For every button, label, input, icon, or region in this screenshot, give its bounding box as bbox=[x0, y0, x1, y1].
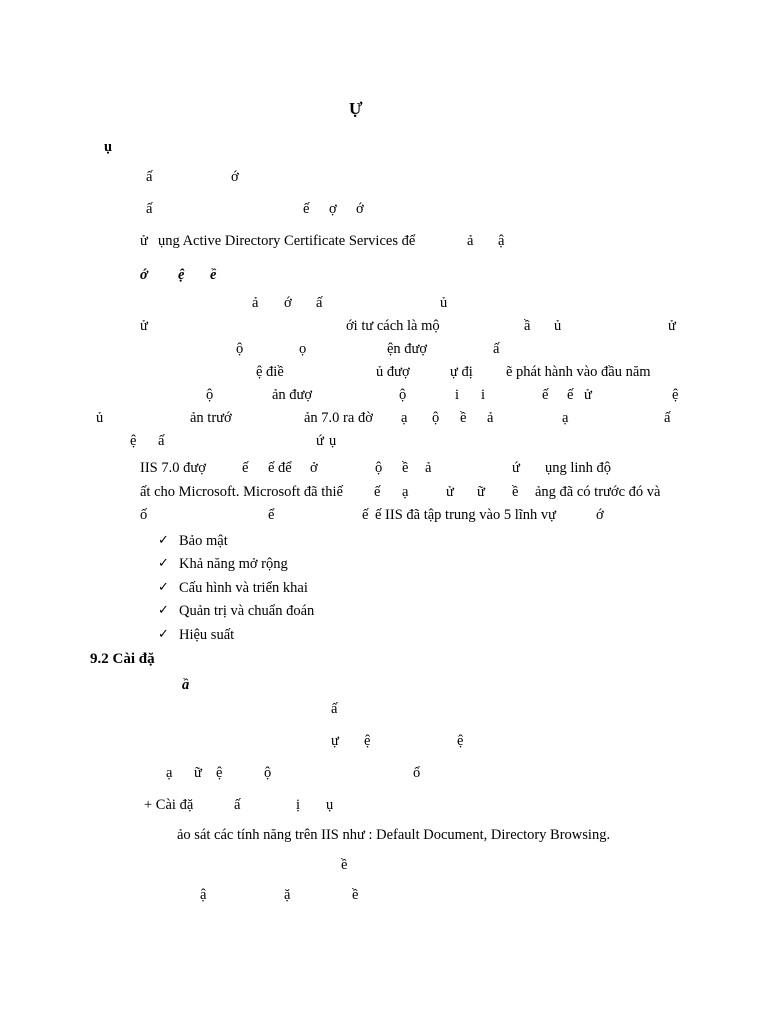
list-item-label: Cấu hình và triển khai bbox=[179, 579, 308, 596]
text-fragment: + Cài đặ bbox=[144, 797, 194, 813]
text-fragment: ế bbox=[303, 201, 310, 217]
text-fragment: ế IIS đã tập trung vào 5 lĩnh vự bbox=[375, 507, 557, 523]
text-fragment: ản trướ bbox=[190, 410, 232, 426]
text-fragment: ả bbox=[467, 233, 474, 249]
page-title: Ự bbox=[349, 99, 363, 118]
text-fragment: ế bbox=[242, 460, 249, 476]
list-item-label: Hiệu suất bbox=[179, 626, 235, 643]
text-fragment: ấ bbox=[493, 341, 500, 357]
text-fragment: ộ bbox=[399, 387, 407, 403]
text-fragment: ử bbox=[668, 318, 676, 334]
checkmark-icon: ✓ bbox=[158, 533, 169, 548]
text-fragment: ề bbox=[512, 484, 519, 500]
text-fragment: ử bbox=[446, 484, 454, 500]
text-fragment: ấ bbox=[664, 410, 671, 426]
list-item bbox=[158, 579, 314, 602]
text-fragment: ử bbox=[140, 233, 148, 249]
checkmark-icon: ✓ bbox=[158, 626, 169, 642]
text-fragment: ệ bbox=[672, 387, 679, 403]
text-fragment: ớ bbox=[140, 267, 148, 283]
text-fragment: ủ bbox=[96, 410, 104, 426]
text-fragment: ứ bbox=[316, 433, 324, 449]
checkmark-icon: ✓ bbox=[158, 579, 169, 595]
text-fragment: ạ bbox=[166, 765, 173, 781]
checkmark-icon: ✓ bbox=[158, 556, 169, 572]
text-fragment: ệ bbox=[457, 733, 464, 749]
text-fragment: ợ bbox=[329, 201, 337, 217]
text-fragment: ữ bbox=[194, 765, 202, 781]
text-fragment: ủ bbox=[554, 318, 562, 334]
text-fragment: ạ bbox=[401, 410, 408, 426]
text-fragment: ệ bbox=[364, 733, 371, 749]
text-fragment: ử bbox=[584, 387, 592, 403]
text-fragment: ảng đã có trước đó và bbox=[535, 484, 661, 500]
list-item bbox=[158, 555, 314, 578]
text-fragment: ề bbox=[460, 410, 467, 426]
text-fragment: ệ bbox=[178, 267, 185, 283]
text-fragment: ủ bbox=[440, 295, 448, 311]
list-item bbox=[158, 602, 314, 625]
text-fragment: ụ bbox=[326, 797, 334, 813]
text-fragment: ất cho Microsoft. Microsoft đã thiế bbox=[140, 484, 343, 500]
text-fragment: ệ điề bbox=[256, 364, 284, 380]
text-fragment: ả bbox=[425, 460, 432, 476]
text-fragment: ới tư cách là mộ bbox=[346, 318, 440, 334]
section-heading: 9.2 Cài đặ bbox=[90, 651, 155, 667]
text-fragment: ộ bbox=[375, 460, 383, 476]
text-fragment: ả bbox=[487, 410, 494, 426]
text-fragment: ế để bbox=[268, 460, 292, 476]
text-fragment: ầ bbox=[182, 677, 190, 693]
text-fragment: ấ bbox=[146, 169, 153, 185]
checkmark-icon: ✓ bbox=[158, 603, 169, 619]
text-fragment: ệ bbox=[216, 765, 223, 781]
text-fragment: ộ bbox=[264, 765, 272, 781]
text-fragment: ản đượ bbox=[272, 387, 313, 403]
list-item bbox=[158, 532, 314, 555]
text-fragment: ế bbox=[362, 507, 369, 523]
text-fragment: ộ bbox=[432, 410, 440, 426]
text-fragment: ấ bbox=[158, 433, 165, 449]
text-fragment: ậ bbox=[200, 887, 207, 903]
text-fragment: ọ bbox=[299, 341, 307, 357]
text-fragment: ảo sát các tính năng trên IIS như : Default Document, Directory Browsing. bbox=[177, 827, 611, 843]
text-fragment: ề bbox=[402, 460, 409, 476]
text-fragment: ế bbox=[542, 387, 549, 403]
list-item bbox=[158, 626, 314, 649]
text-fragment: ề bbox=[341, 857, 348, 873]
text-fragment: ấ bbox=[234, 797, 241, 813]
text-fragment: ở bbox=[310, 460, 318, 476]
text-fragment: ấ bbox=[146, 201, 153, 217]
text-fragment: ộ bbox=[206, 387, 214, 403]
text-fragment: ản 7.0 ra đờ bbox=[304, 410, 373, 426]
text-fragment: ấ bbox=[331, 701, 338, 717]
text-fragment: ề bbox=[352, 887, 359, 903]
text-fragment: ứ bbox=[512, 460, 520, 476]
text-fragment: ạ bbox=[562, 410, 569, 426]
text-fragment: ấ bbox=[316, 295, 323, 311]
text-fragment: ị bbox=[296, 797, 301, 813]
text-fragment: ề bbox=[210, 267, 217, 283]
text-fragment: ộ bbox=[236, 341, 244, 357]
text-fragment: ụng linh độ bbox=[545, 460, 612, 476]
text-fragment: ụng Active Directory Certificate Services để bbox=[158, 233, 416, 249]
text-fragment: ện đượ bbox=[387, 341, 428, 357]
text-fragment: ạ bbox=[402, 484, 409, 500]
text-fragment: ớ bbox=[284, 295, 292, 311]
text-fragment: ẽ phát hành vào đầu năm bbox=[506, 364, 651, 380]
list-item-label: Khả năng mở rộng bbox=[179, 556, 288, 573]
text-fragment: ự bbox=[331, 733, 339, 749]
list-item-label: Quản trị và chuẩn đoán bbox=[179, 603, 315, 620]
text-fragment: ử bbox=[140, 318, 148, 334]
text-fragment: ổ bbox=[413, 765, 421, 781]
text-fragment: ế bbox=[374, 484, 381, 500]
text-fragment: ậ bbox=[498, 233, 505, 249]
text-fragment: ớ bbox=[596, 507, 604, 523]
text-fragment: ủ đượ bbox=[376, 364, 410, 380]
text-fragment: ữ bbox=[477, 484, 485, 500]
text-fragment: ể bbox=[268, 507, 275, 523]
text-fragment: IIS 7.0 đượ bbox=[140, 460, 206, 476]
text-fragment: ự đị bbox=[450, 364, 473, 380]
text-fragment: ớ bbox=[356, 201, 364, 217]
text-fragment: ệ bbox=[130, 433, 137, 449]
section-mark: ụ bbox=[104, 139, 113, 155]
text-fragment: ụ bbox=[329, 433, 337, 449]
text-fragment: ố bbox=[140, 507, 148, 523]
text-fragment: ớ bbox=[231, 169, 239, 185]
text-fragment: ầ bbox=[524, 318, 531, 334]
text-fragment: ế bbox=[567, 387, 574, 403]
text-fragment: ả bbox=[252, 295, 259, 311]
text-fragment: i bbox=[455, 387, 460, 403]
text-fragment: ặ bbox=[284, 887, 291, 903]
feature-checklist bbox=[158, 532, 314, 649]
list-item-label: Bảo mật bbox=[179, 533, 228, 549]
text-fragment: i bbox=[481, 387, 486, 403]
